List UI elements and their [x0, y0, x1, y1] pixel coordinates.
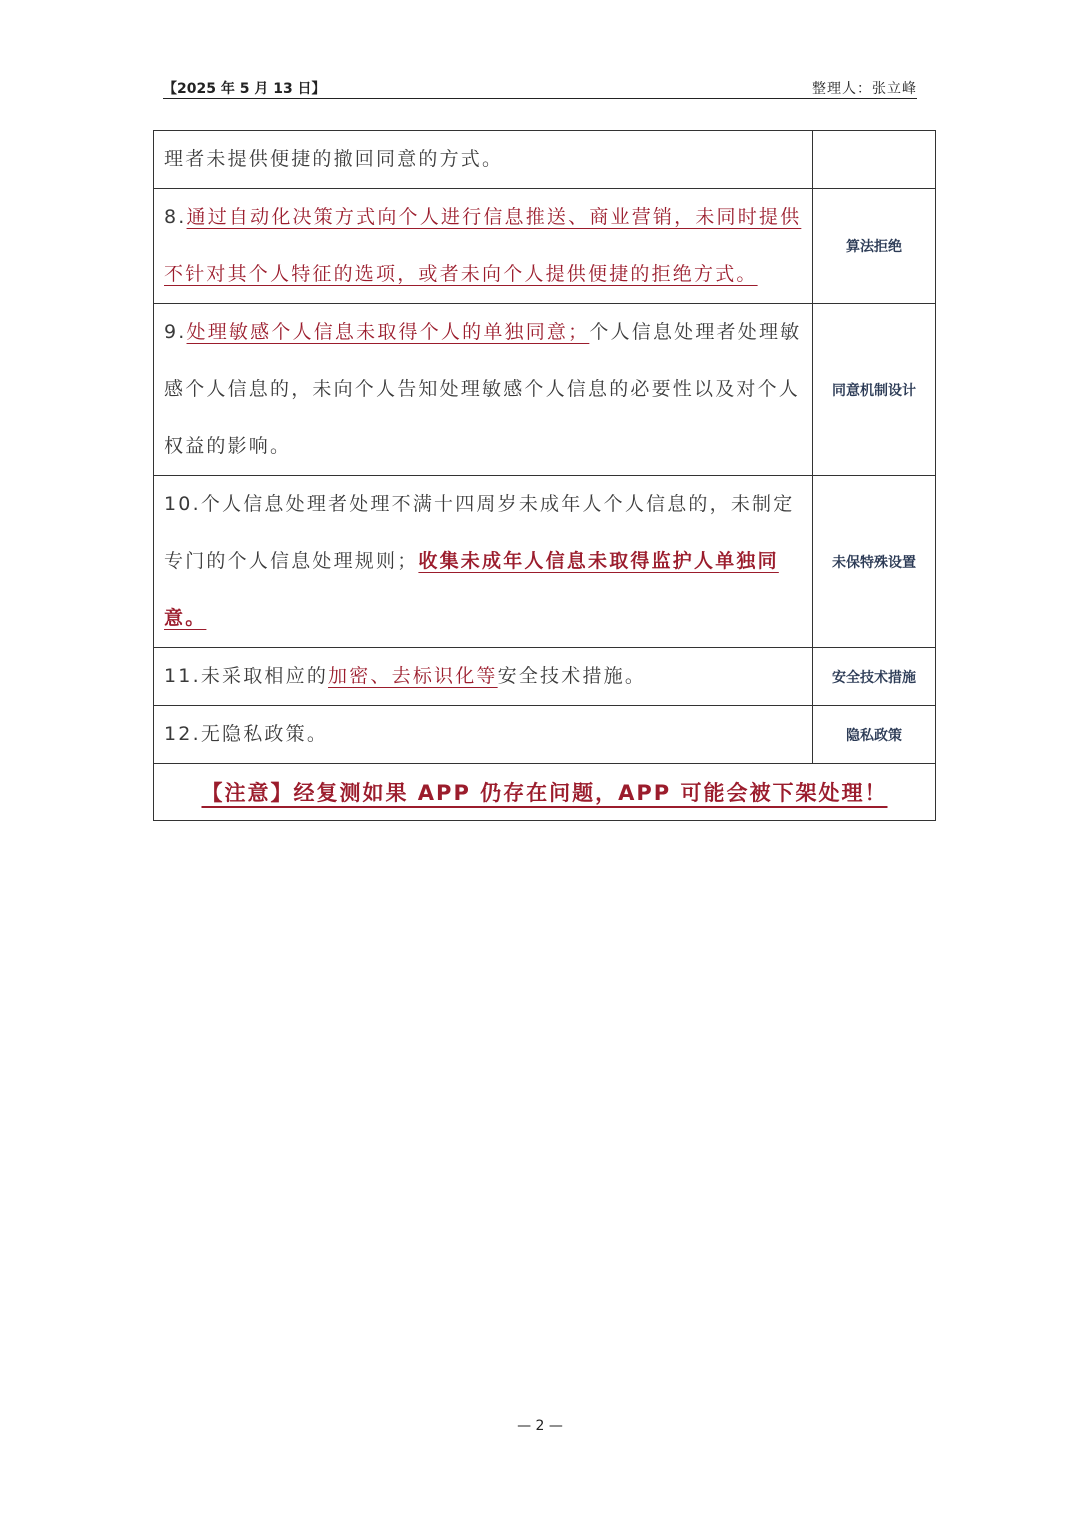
- table-row: [154, 189, 936, 304]
- table-row: [154, 648, 936, 706]
- table-row: [154, 706, 936, 764]
- issue-text: 9.处理敏感个人信息未取得个人的单独同意；个人信息处理者处理敏感个人信息的，未向个人告知处理敏感个人信息的必要性以及对个人权益的影响。: [154, 304, 813, 476]
- issue-text: 12.无隐私政策。: [154, 706, 813, 764]
- table-row: [154, 476, 936, 648]
- table-row: [154, 304, 936, 476]
- notice-cell: [154, 764, 936, 821]
- issue-text: 8.通过自动化决策方式向个人进行信息推送、商业营销，未同时提供不针对其个人特征的选项，或者未向个人提供便捷的拒绝方式。: [154, 189, 813, 304]
- issue-text: 理者未提供便捷的撤回同意的方式。: [154, 131, 813, 189]
- notice-row: [154, 764, 936, 821]
- table-row: [154, 131, 936, 189]
- issue-category: 隐私政策: [813, 706, 936, 764]
- page-number: — 2 —: [517, 1418, 563, 1434]
- issue-category: [813, 131, 936, 189]
- issue-category: 同意机制设计: [813, 304, 936, 476]
- page-header: [163, 76, 917, 99]
- issue-category: 算法拒绝: [813, 189, 936, 304]
- header-author: 整理人：张立峰: [812, 81, 917, 97]
- issues-table: [153, 130, 936, 821]
- issue-text: 11.未采取相应的加密、去标识化等安全技术措施。: [154, 648, 813, 706]
- header-date: 【2025 年 5 月 13 日】: [163, 81, 326, 97]
- issue-text: 10.个人信息处理者处理不满十四周岁未成年人个人信息的，未制定专门的个人信息处理规则；收集未成年人信息未取得监护人单独同意。: [154, 476, 813, 648]
- notice-text: 【注意】经复测如果 APP 仍存在问题，APP 可能会被下架处理！: [201, 781, 888, 805]
- issue-category: 未保特殊设置: [813, 476, 936, 648]
- issue-category: 安全技术措施: [813, 648, 936, 706]
